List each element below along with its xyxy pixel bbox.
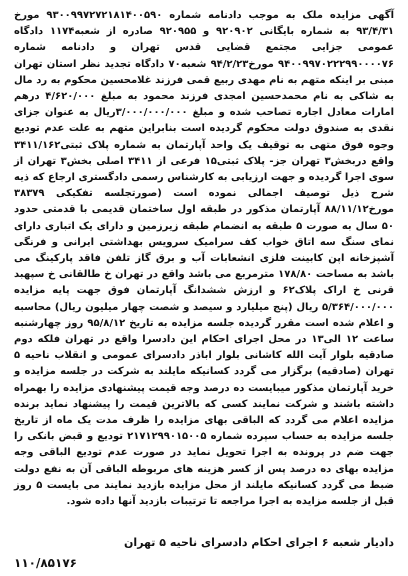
issuing-office-signature: دادیار شعبه ۶ اجرای احکام دادسرای ناحیه ۵ تهران [124, 536, 394, 549]
auction-notice-text [14, 8, 394, 510]
notice-body: آگهی مزایده ملک به موجب دادنامه شماره ۹۳۰۰۹۹۷۲۷۲۱۸۱۴۰۰۵۹۰ مورخ ۹۳/۴/۳۱ به شماره بایگانی ۹۲۰۹۰۲ و ۹۲۰۹۵۵ صادره از شعبه۱۱۷۴ دادگاه عمومی جزایی مجتمع قضایی قدس تهران و دادنامه شماره ۹۴۰۰۹۹۷۰۲۲۲۹۹۰۰۰۰۷۶ مورخ۹۴/۲/۲۳ شعبه۷۰ دادگاه تجدید نظر استان تهران مبنی بر اینکه متهم به نام مهدی ربیع قمی فرزند غلامحسین محکوم به رد مال به شاکی به نام محمدحسین امجدی فرزند محمود به مبلغ ۴/۶۲۰/۰۰۰ درهم امارات معادل اجاره تصاحب شده و مبلغ ۳/۰۰۰/۰۰۰/۰۰۰ریال به عنوان جزای نقدی به صندوق دولت محکوم گردیده است بنابراین متهم به علت عدم تودیع وجوه فوق متهی به توقیف یک واحد آپارتمان به شماره پلاک ثبتی۳۴۱۱/۱۶۲ واقع دربخش۳ تهران جز- پلاک ثبتی۱۵ فرعی از ۳۴۱۱ اصلی بخش۳ تهران از سوی اجرا گردیده و جهت ارزیابی به کارشناس رسمی دادگستری ارجاع که ذیه شرح ذیل توصیف اجمالی نموده است (صورتجلسه تفکیکی ۳۸۳۷۹ مورخ۸۸/۱۱/۱۲ آپارتمان مذکور در طبقه اول ساختمان قدیمی با قدمتی حدود ۵۰ سال به صورت ۵ طبقه به انضمام طبقه زیرزمین و دارای یک اتباری دارای نمای سنگ سه اتاق خواب کف سرامیک سرویس بهداشتی ایرانی و فرنگی آشپزخانه اپن کابینت فلزی انشعابات آب و برق گاز تلفن فاقد پارکینگ می باشد به مساحت ۱۷۸/۸۰ مترمربع می باشد واقع در تهران خ طالقانی خ سپهبد قرنی خ اراک پلاک۶۲ و ارزش ششدانگ آپارتمان فوق جهت پایه مزایده ۵/۳۶۴/۰۰۰/۰۰۰ ریال (پنج میلیارد و سیصد و شصت چهار میلیون ریال) محاسبه و اعلام شده است مقرر گردیده جلسه مزایده به تاریخ ۹۵/۸/۱۲ روز چهارشنبه ساعت ۱۲ الی۱۳ در محل اجرای احکام این دادسرا واقع در تهران فلکه دوم صادقیه بلوار آیت الله کاشانی بلوار اباذر دادسرای عمومی و انقلاب ناحیه ۵ تهران (صادقیه) برگزار می گردد کسانیکه مایلند به شرکت در جلسه مزایده و خرید آپارتمان مذکور میبایست ده درصد وجه قیمت پیشنهادی مزایده را بهمراه داشته باشند و شرکت نمایند کسی که بالاترین قیمت را پیشنهاد نماید برنده مزایده اعلام می گردد که الباقی بهای مزایده را ظرف مدت یک ماه از تاریخ جلسه مزایده به حساب سپرده شماره ۲۱۷۱۲۹۹۰۱۵۰۰۵ تودیع و قبض بانکی را جهت ضم در پرونده به اجرا تحویل نماید در صورت عدم تودیع الباقی وجه مزایده بهای ده درصد پس از کسر هزینه های مربوطه الباقی آن به نفع دولت ضبط می گردد کسانیکه مایلند از محل مزایده بازدید نمایند می بایست ۵ روز قبل از جلسه مزایده به اجرا مراجعه تا ترتیبات بازدید آنها داده شود. [14, 10, 395, 508]
notice-reference-code: ۱۱۰/۸۵۱۷۶ [14, 556, 77, 570]
